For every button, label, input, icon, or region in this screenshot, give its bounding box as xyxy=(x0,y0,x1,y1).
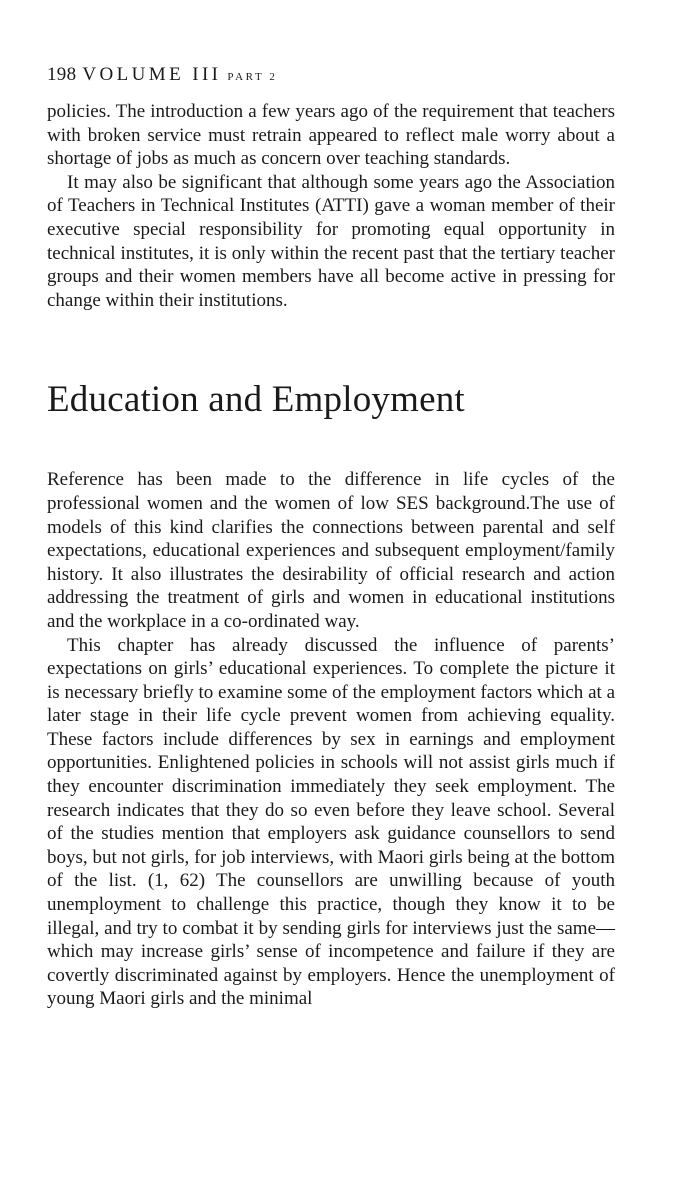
volume-label: VOLUME III xyxy=(82,64,222,85)
page-number: 198 xyxy=(47,64,77,85)
paragraph-continued: policies. The introduction a few years ago of the requirement that teachers with broken service must retrain appeared to reflect male worry about a shortage of jobs as much as concern over teaching standards. xyxy=(47,101,615,170)
paragraph-parents-expectations: This chapter has already discussed the influence of parents’ expectations on girls’ educational experiences. To complete the picture it is necessary briefly to examine some of the employment factors which at a later stage in their life cycle prevent women from achieving equality. These factors include differences by sex in earnings and employment opportunities. Enlightened policies in schools will not assist girls much if they encounter discrimination immediately they seek employment. The research indicates that they do so even before they leave school. Several of the studies mention that employers ask guidance counsellors to send boys, but not girls, for job interviews, with Maori girls being at the bottom of the list. (1, 62) The counsellors are unwilling because of youth unemployment to challenge this practice, though they know it to be illegal, and try to combat it by sending girls for interviews just the same—which may increase girls’ sense of incompetence and failure if they are covertly discriminated against by employers. Hence the unemployment of young Maori girls and the minimal xyxy=(47,634,615,1010)
running-head xyxy=(47,62,615,90)
book-page xyxy=(47,62,615,1011)
section-heading: Education and Employment xyxy=(47,379,465,421)
paragraph-life-cycles: Reference has been made to the difference in life cycles of the professional women and the women of low SES background.The use of models of this kind clarifies the connections between parental and self expectations, educational experiences and subsequent employment/family history. It also illustrates the desirability of official research and action addressing the treatment of girls and women in educational institutions and the workplace in a co-ordinated way. xyxy=(47,469,615,632)
part-label: PART 2 xyxy=(227,71,278,83)
paragraph-atti: It may also be significant that although some years ago the Association of Teachers in Technical Institutes (ATTI) gave a woman member of their executive special responsibility for promoting equal opportunity in technical institutes, it is only within the recent past that the tertiary teacher groups and their women members have all become active in pressing for change within their institutions. xyxy=(47,171,615,311)
